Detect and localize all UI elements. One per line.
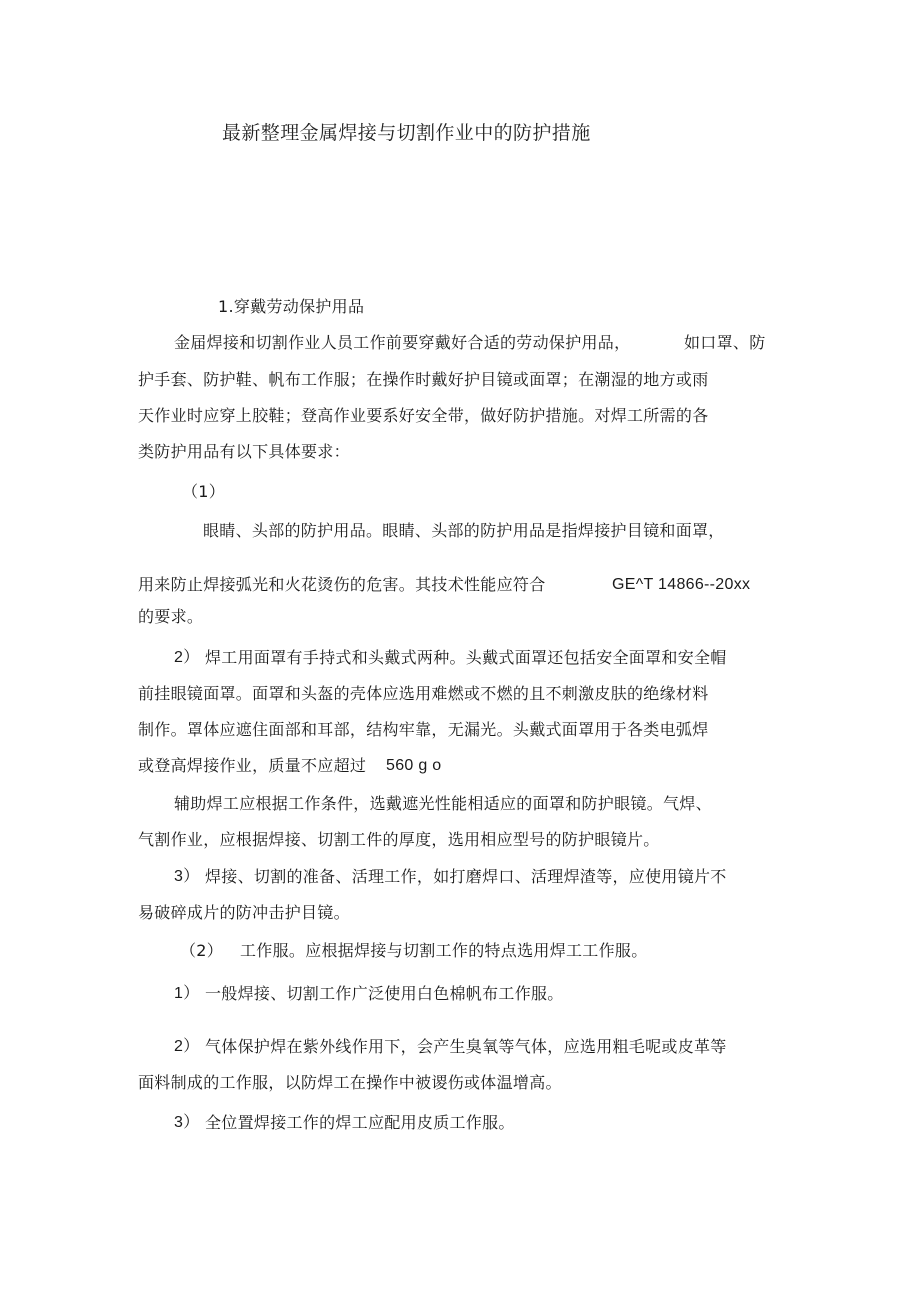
section-heading: 1.穿戴劳动保护用品 [218, 297, 365, 316]
item-1-3-line-1: 焊接、切割的准备、活理工作，如打磨焊口、活理焊渣等，应使用镜片不 [205, 867, 727, 886]
auxiliary-line-2: 气割作业，应根据焊接、切割工件的厚度，选用相应型号的防护眼镜片。 [138, 830, 660, 849]
document-title: 最新整理金属焊接与切割作业中的防护措施 [222, 122, 591, 144]
item-2-1-number: 1） [174, 985, 200, 1002]
weight-limit: 560 g o [386, 757, 442, 774]
item-1-2-line-2: 前挂眼镜面罩。面罩和头盔的壳体应选用难燃或不燃的且不刺激皮肤的绝缘材料 [138, 684, 709, 703]
standard-code: GE^T 14866--20xx [612, 576, 751, 593]
item-2-2-line-2: 面料制成的工作服，以防焊工在操作中被谡伤或体温增高。 [138, 1073, 562, 1092]
item-1-2-line-4: 或登高焊接作业，质量不应超过 [138, 756, 367, 775]
item-1-line-3: 的要求。 [138, 607, 204, 626]
item-1-line-2: 用来防止焊接弧光和火花烫伤的危害。其技术性能应符合 [138, 575, 546, 594]
item-2-2-line-1: 气体保护焊在紫外线作用下，会产生臭氧等气体，应选用粗毛呢或皮革等 [205, 1037, 727, 1056]
intro-line-2: 护手套、防护鞋、帆布工作服；在操作时戴好护目镜或面罩；在潮湿的地方或雨 [138, 370, 709, 389]
item-2-3-number: 3） [174, 1114, 200, 1131]
item-1-3-number: 3） [174, 868, 200, 885]
item-1-number: （1） [182, 482, 226, 501]
item-1-2-line-3: 制作。罩体应遮住面部和耳部，结构牢靠，无漏光。头戴式面罩用于各类电弧焊 [138, 720, 709, 739]
item-2-text: 工作服。应根据焊接与切割工作的特点选用焊工工作服。 [240, 941, 648, 960]
item-2-1-text: 一般焊接、切割工作广泛使用白色棉帆布工作服。 [205, 984, 564, 1003]
item-2-2-number: 2） [174, 1038, 200, 1055]
item-2-number: （2） [180, 941, 224, 960]
intro-line-1: 金届焊接和切割作业人员工作前要穿戴好合适的劳动保护用品， [174, 333, 631, 352]
item-1-2-number: 2） [174, 649, 200, 666]
intro-line-1-tail: 如口罩、防 [684, 333, 766, 352]
item-2-3-text: 全位置焊接工作的焊工应配用皮质工作服。 [205, 1113, 515, 1132]
intro-line-4: 类防护用品有以下具体要求： [138, 442, 350, 461]
intro-line-3: 天作业时应穿上胶鞋；登高作业要系好安全带，做好防护措施。对焊工所需的各 [138, 406, 709, 425]
item-1-2-line-1: 焊工用面罩有手持式和头戴式两种。头戴式面罩还包括安全面罩和安全帽 [205, 648, 727, 667]
auxiliary-line-1: 辅助焊工应根据工作条件，选戴遮光性能相适应的面罩和防护眼镜。气焊、 [174, 794, 712, 813]
item-1-3-line-2: 易破碎成片的防冲击护目镜。 [138, 903, 350, 922]
item-1-line-1: 眼睛、头部的防护用品。眼睛、头部的防护用品是指焊接护目镜和面罩， [203, 521, 725, 540]
